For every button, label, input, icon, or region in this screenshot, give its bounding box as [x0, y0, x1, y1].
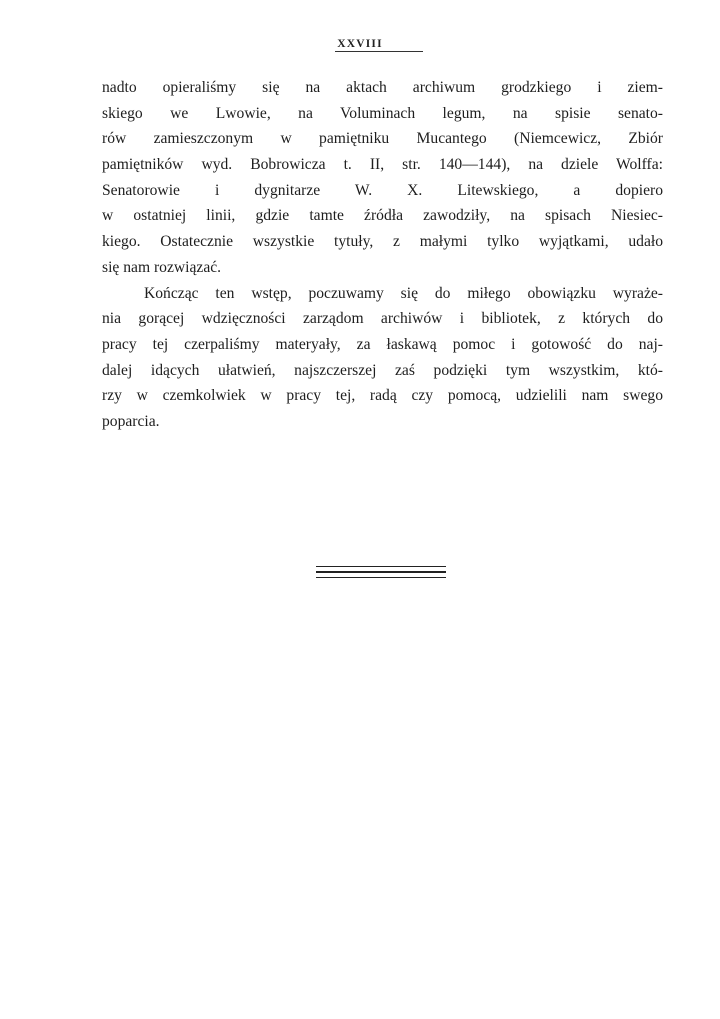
text-line: nia gorącej wdzięczności zarządom archiwów i bibliotek, z których do: [102, 310, 663, 328]
text-line: Senatorowie i dygnitarze W. X. Litewskiego, a dopiero: [102, 181, 663, 199]
paragraph: [102, 75, 663, 281]
page-header: [0, 34, 720, 52]
text-line: w ostatniej linii, gdzie tamte źródła zawodziły, na spisach Niesiec-: [102, 207, 663, 225]
end-ornament-rule: [316, 577, 446, 578]
text-line: poparcia.: [102, 412, 160, 430]
page-number: XXVIII: [337, 38, 383, 50]
text-line: dalej idących ułatwień, najszczerszej zaś podzięki tym wszystkim, któ-: [102, 361, 663, 379]
text-line: pracy tej czerpaliśmy materyały, za łaskawą pomoc i gotowość do naj-: [102, 335, 663, 353]
paragraph: [102, 281, 663, 435]
text-line: skiego we Lwowie, na Voluminach legum, na spisie senato-: [102, 104, 663, 122]
text-line: kiego. Ostatecznie wszystkie tytuły, z małymi tylko wyjątkami, udało: [102, 233, 663, 251]
text-line: pamiętników wyd. Bobrowicza t. II, str. 140—144), na dziele Wolffa:: [102, 156, 663, 174]
text-line: nadto opieraliśmy się na aktach archiwum grodzkiego i ziem-: [102, 79, 663, 96]
end-ornament-rule: [316, 571, 446, 573]
body-text: [102, 75, 663, 435]
text-line: Kończąc ten wstęp, poczuwamy się do miłego obowiązku wyraże-: [144, 284, 663, 302]
header-rule: [335, 51, 423, 52]
text-line: rzy w czemkolwiek w pracy tej, radą czy pomocą, udzielili nam swego: [102, 387, 663, 405]
end-ornament-rule: [316, 566, 446, 567]
text-line: się nam rozwiązać.: [102, 258, 222, 276]
text-line: rów zamieszczonym w pamiętniku Mucantego (Niemcewicz, Zbiór: [102, 130, 663, 148]
